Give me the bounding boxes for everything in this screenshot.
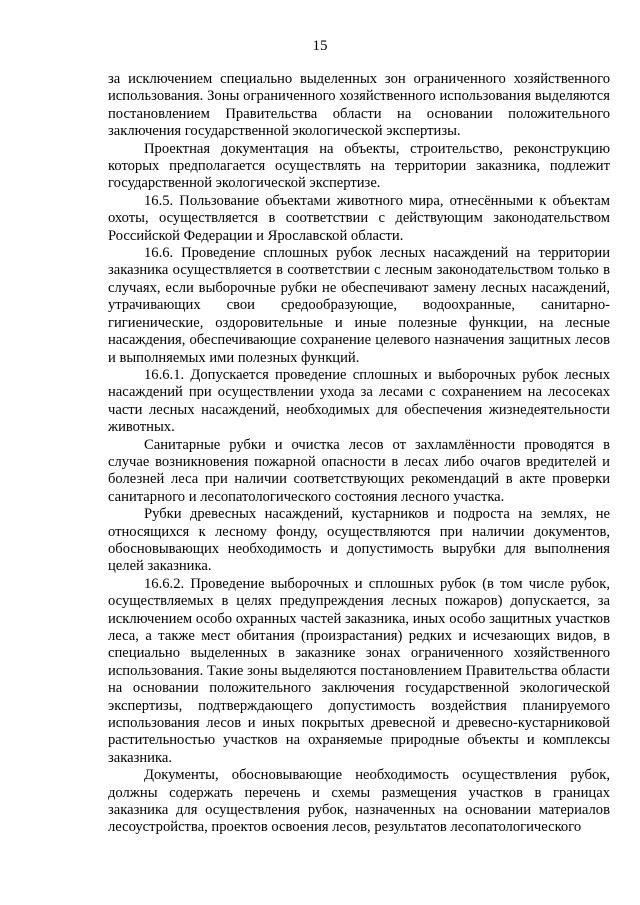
paragraph: за исключением специально выделенных зон ограниченного хозяйственного использования. Зоны ограниченного хозяйственного использования выделяются постановлением Правительства области на основании положительного заключения государственной экологической экспертизы.	[108, 71, 610, 140]
paragraph: Санитарные рубки и очистка лесов от захламлённости проводятся в случае возникновения пожарной опасности в лесах либо очагов вредителей и болезней леса при наличии соответствующих рекомендаций в акте проверки санитарного и лесопатологического состояния лесного участка.	[108, 436, 610, 505]
document-body	[108, 71, 610, 837]
paragraph: Проектная документация на объекты, строительство, реконструкцию которых предполагается осуществлять на территории заказника, подлежит государственной экологической экспертизе.	[108, 140, 610, 192]
paragraph: 16.6. Проведение сплошных рубок лесных насаждений на территории заказника осуществляется в соответствии с лесным законодательством только в случаях, если выборочные рубки не обеспечивают замену лесных насаждений, утрачивающих свои средообразующие, водоохранные, санитарно-гигиенические, оздоровительные и иные полезные функции, на лесные насаждения, обеспечивающие сохранение целевого назначения защитных лесов и выполняемых ими полезных функций.	[108, 245, 610, 366]
paragraph: Рубки древесных насаждений, кустарников и подроста на землях, не относящихся к лесному фонду, осуществляются при наличии документов, обосновывающих необходимость и допустимость вырубки для выполнения целей заказника.	[108, 506, 610, 575]
paragraph: 16.6.1. Допускается проведение сплошных и выборочных рубок лесных насаждений при осуществлении ухода за лесами с сохранением на лесосеках части лесных насаждений, необходимых для обеспечения жизнедеятельности животных.	[108, 366, 610, 436]
paragraph: 16.6.2. Проведение выборочных и сплошных рубок (в том числе рубок, осуществляемых в целях предупреждения лесных пожаров) допускается, за исключением особо охранных частей заказника, иных особо защитных участков леса, а также мест обитания (произрастания) редких и исчезающих видов, в специально выделенных в заказнике зонах ограниченного хозяйственного использования. Такие зоны выделяются постановлением Правительства области на основании положительного заключения государственной экологической экспертизы, подтверждающего допустимость воздействия планируемого использования лесов и иных покрытых древесной и древесно-кустарниковой растительностью участков на охраняемые природные объекты и комплексы заказника.	[108, 575, 610, 766]
paragraph: 16.5. Пользование объектами животного мира, отнесёнными к объектам охоты, осуществляется в соответствии с действующим законодательством Российской Федерации и Ярославской области.	[108, 192, 610, 244]
paragraph: Документы, обосновывающие необходимость осуществления рубок, должны содержать перечень и схемы размещения участков в границах заказника для осуществления рубок, назначенных на основании материалов лесоустройства, проектов освоения лесов, результатов лесопатологического	[108, 767, 610, 836]
page-number: 15	[312, 38, 328, 54]
